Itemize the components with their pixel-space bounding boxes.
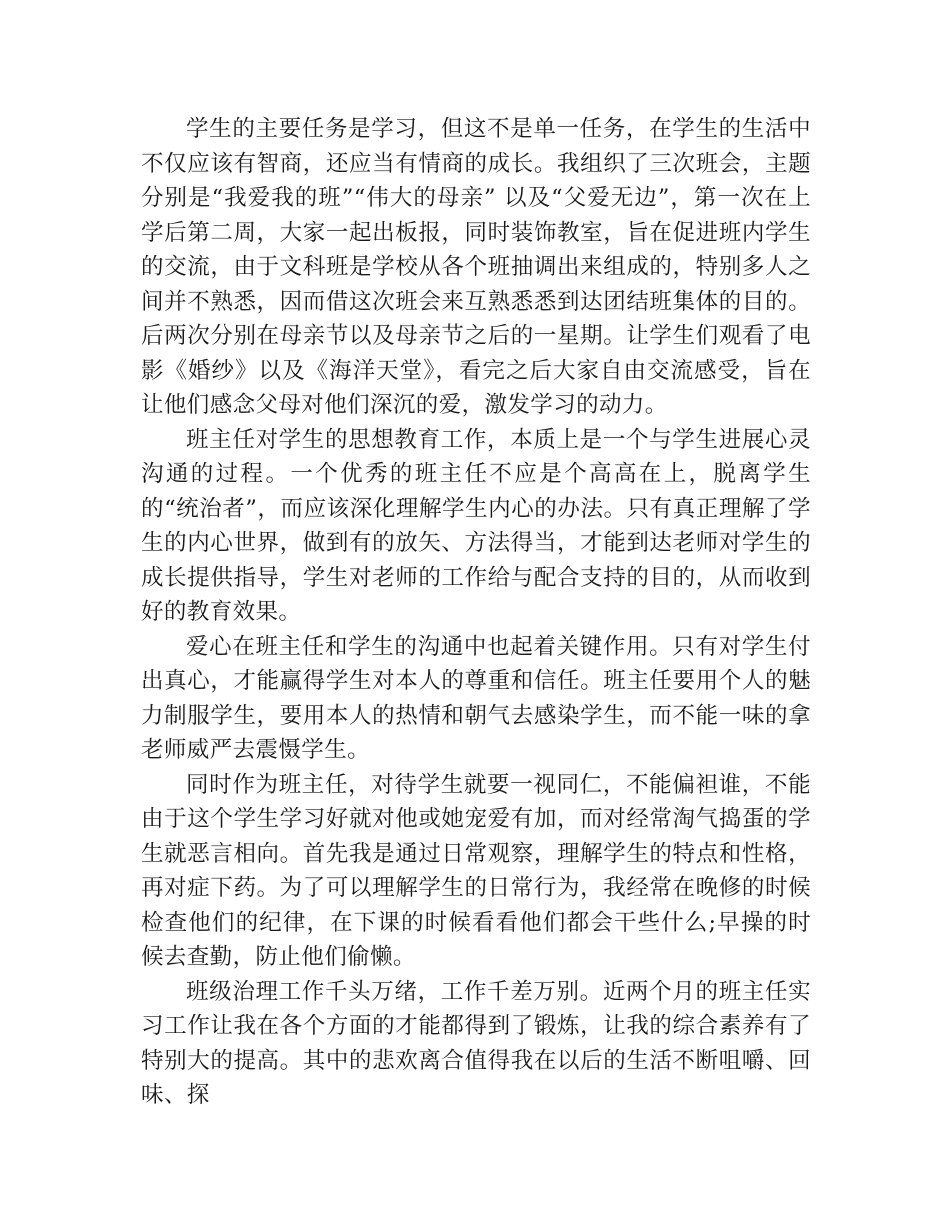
paragraph-2: 班主任对学生的思想教育工作，本质上是一个与学生进展心灵沟通的过程。一个优秀的班主任不应是个高高在上，脱离学生的“统治者”，而应该深化理解学生内心的办法。只有真正理解了学生的内心世界，做到有的放矢、方法得当，才能到达老师对学生的成长提供指导，学生对老师的工作给与配合支持的目的，从而收到好的教育效果。 (141, 426, 811, 625)
document-body (141, 112, 811, 1113)
paragraph-4: 同时作为班主任，对待学生就要一视同仁，不能偏袒谁，不能由于这个学生学习好就对他或她宠爱有加，而对经常淘气捣蛋的学生就恶言相向。首先我是通过日常观察，理解学生的特点和性格，再对症下药。为了可以理解学生的日常行为，我经常在晚修的时候检查他们的纪律，在下课的时候看看他们都会干些什么;早操的时候去查勤，防止他们偷懒。 (141, 771, 811, 970)
paragraph-5: 班级治理工作千头万绪，工作千差万别。近两个月的班主任实习工作让我在各个方面的才能都得到了锻炼，让我的综合素养有了特别大的提高。其中的悲欢离合值得我在以后的生活不断咀嚼、回味、探 (141, 978, 811, 1108)
paragraph-3: 爱心在班主任和学生的沟通中也起着关键作用。只有对学生付出真心，才能赢得学生对本人的尊重和信任。班主任要用个人的魅力制服学生，要用本人的热情和朝气去感染学生，而不能一味的拿老师威严去震慑学生。 (141, 633, 811, 763)
paragraph-1: 学生的主要任务是学习，但这不是单一任务，在学生的生活中不仅应该有智商，还应当有情商的成长。我组织了三次班会，主题分别是“我爱我的班”“伟大的母亲” 以及“父爱无边”，第一次在上学后第二周，大家一起出板报，同时装饰教室，旨在促进班内学生的交流，由于文科班是学校从各个班抽调出来组成的，特别多人之间并不熟悉，因而借这次班会来互熟悉悉到达团结班集体的目的。后两次分别在母亲节以及母亲节之后的一星期。让学生们观看了电影《婚纱》以及《海洋天堂》，看完之后大家自由交流感受，旨在让他们感念父母对他们深沉的爱，激发学习的动力。 (141, 116, 811, 418)
